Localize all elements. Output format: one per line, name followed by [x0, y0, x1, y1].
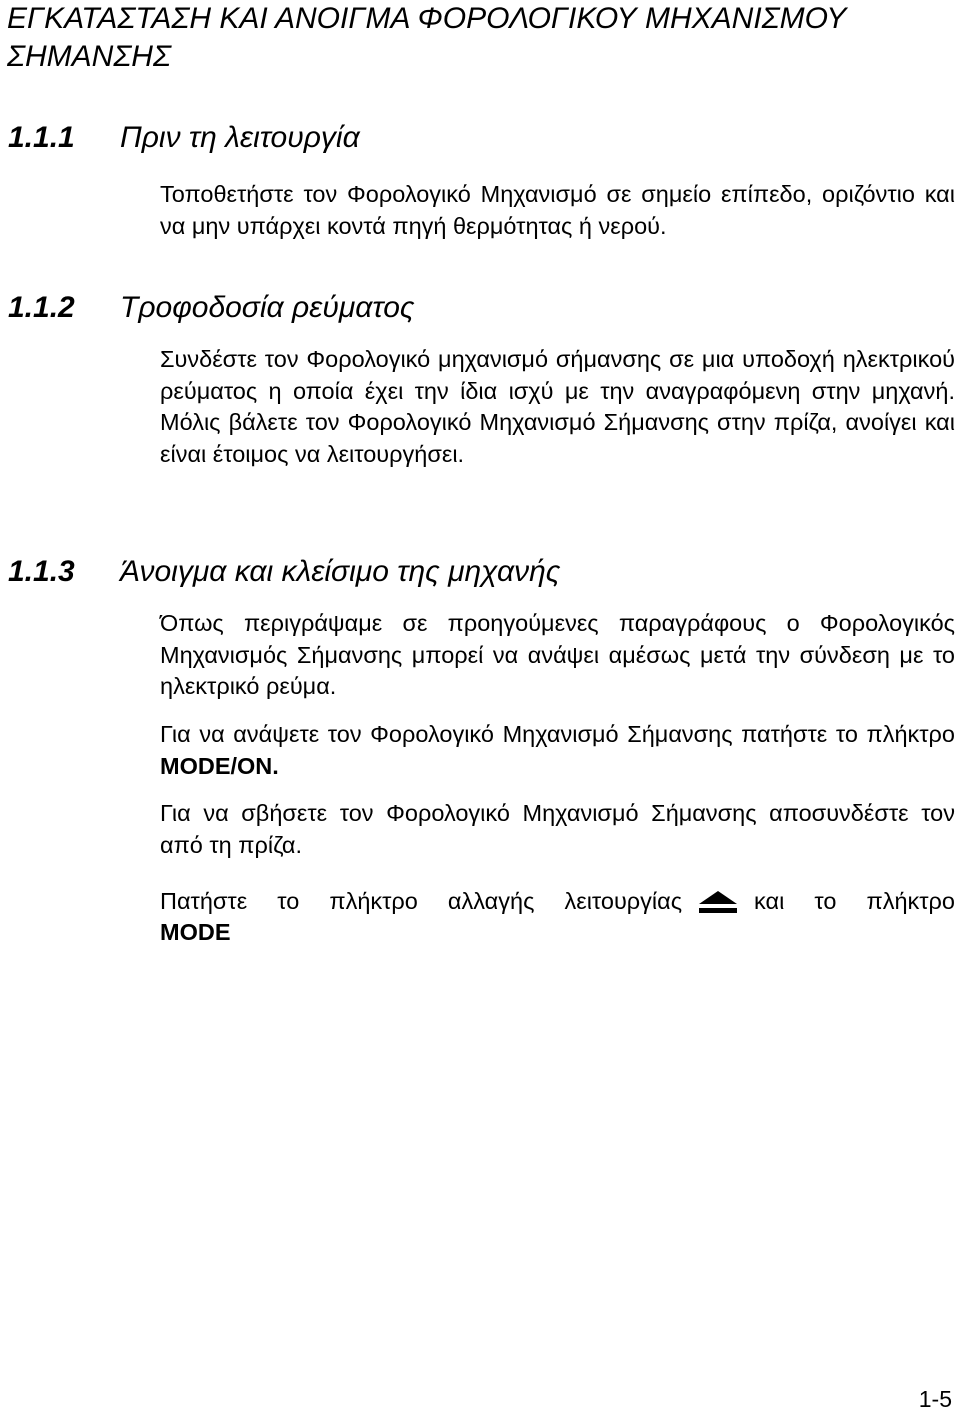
section-number: 1.1.3 — [8, 555, 75, 588]
power-on-paragraph — [160, 719, 955, 782]
section-title: Τροφοδοσία ρεύματος — [120, 291, 415, 324]
power-off-paragraph: Για να σβήσετε τον Φορολογικό Μηχανισμό Σήμανσης αποσυνδέστε τον από τη πρίζα. — [160, 800, 955, 858]
section-title: Άνοιγμα και κλείσιμο της μηχανής — [120, 555, 561, 588]
mode-key: MODE — [160, 919, 231, 945]
page-title: ΕΓΚΑΤΑΣΤΑΣΗ ΚΑΙ ΑΝΟΙΓΜΑ ΦΟΡΟΛΟΓΙΚΟΥ ΜΗΧΑΝΙΣΜΟΥ ΣΗΜΑΝΣΗΣ — [7, 2, 847, 73]
power-on-text: Για να ανάψετε τον Φορολογικό Μηχανισμό Σήμανσης πατήστε το πλήκτρο — [160, 721, 955, 747]
page-number: 1-5 — [918, 1386, 952, 1412]
mode-switch-text: Πατήστε το πλήκτρο αλλαγής λειτουργίας — [160, 888, 683, 914]
mode-switch-text-after: και το πλήκτρο — [754, 888, 955, 914]
paragraph: Τοποθετήστε τον Φορολογικό Μηχανισμό σε σημείο επίπεδο, οριζόντιο και να μην υπάρχει κοντά πηγή θερμότητας ή νερού. — [160, 181, 955, 239]
paragraph: Όπως περιγράψαμε σε προηγούμενες παραγράφους ο Φορολογικός Μηχανισμός Σήμανσης μπορεί να ανάψει αμέσως μετά την σύνδεση με το ηλεκτρικό ρεύμα. — [160, 610, 955, 699]
section-title: Πριν τη λειτουργία — [120, 121, 360, 154]
section-number: 1.1.1 — [8, 121, 75, 154]
mode-key-line — [160, 917, 955, 949]
mode-switch-paragraph — [160, 886, 955, 918]
section-number: 1.1.2 — [8, 291, 75, 324]
mode-on-key: MODE/ON. — [160, 752, 279, 779]
paragraph: Συνδέστε τον Φορολογικό μηχανισμό σήμανσης σε μια υποδοχή ηλεκτρικού ρεύματος η οποία έχει την ίδια ισχύ με την αναγραφόμενη στην μηχανή. Μόλις βάλετε τον Φορολογικό Μηχανισμό Σήμανσης στην πρίζα, ανοίγει και είναι έτοιμος να λειτουργήσει. — [160, 346, 955, 467]
eject-icon — [696, 890, 740, 914]
